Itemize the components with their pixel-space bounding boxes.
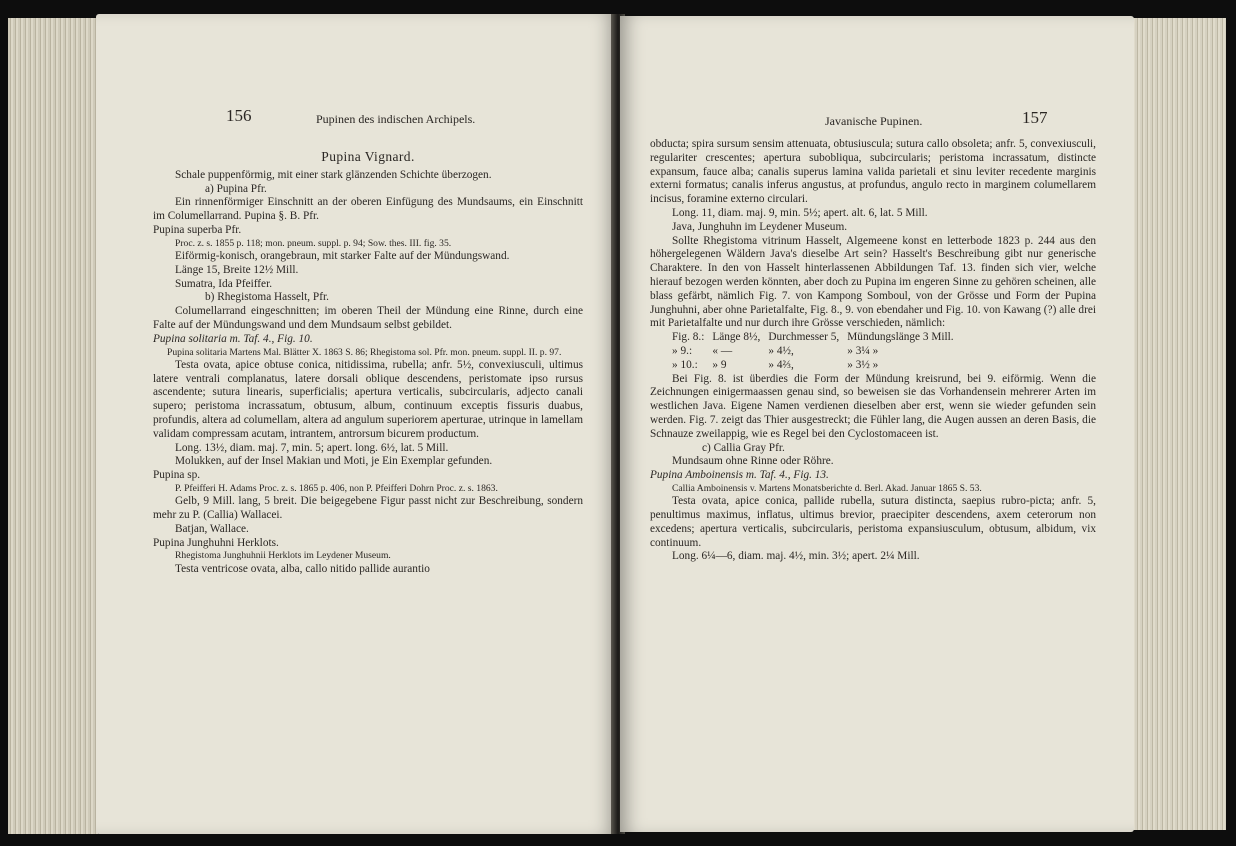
paragraph: Sollte Rhegistoma vitrinum Hasselt, Algemeene konst en letterbode 1823 p. 244 aus den höhergelegenen Wäldern Java's dieselbe Art sein? Hasselt's Beschreibung gibt nur generische Charaktere. In den von Hasselt hinterlassenen Abbildungen Taf. 13. finden sich vier, welche hierauf bezogen werden könnten, aber doch zu Pupina im engeren Sinne zu gehören scheinen, alle blass gefärbt, nämlich Fig. 7. von Kampong Somboul, von der Grösse und Form der Pupina Junghuhni, aber ohne Parietalfalte, Fig. 8., 9. von ebendaher und Fig. 10. von Kawang (?) alle drei mit Parietalfalte und nur durch ihre Grösse verschieden, nämlich:	[650, 234, 1096, 330]
locality: Molukken, auf der Insel Makian und Moti, je Ein Exemplar gefunden.	[175, 455, 493, 468]
table-cell: Durchmesser 5,	[768, 331, 840, 344]
species-heading: Pupina solitaria m. Taf. 4., Fig. 10.	[153, 332, 313, 345]
paragraph: Mundsaum ohne Rinne oder Röhre.	[672, 455, 834, 468]
paragraph: Schale puppenförmig, mit einer stark glänzenden Schichte überzogen.	[175, 168, 492, 181]
table-cell: » 9.:	[672, 344, 693, 357]
species-heading: Pupina Junghuhni Herklots.	[153, 536, 279, 549]
latin-description: Testa ovata, apice obtuse conica, nitidissima, rubella; anfr. 5½, convexiusculi, ultimus latere ventrali complanatus, latere dorsali oblique descendens, peristomate ipso rursus ascendente; sutura linearis, superficialis; apertura verticalis, subcircularis, adjecto canali supero; peristoma incrassatum, obtusum, album, continuum exceptis fissuris duabus, profundis, altera ad columellam, altera ad angulum superiorem aperturae, utrinque in lamellam validam compressam acutam, intrantem, antrorsum bicurem productum.	[153, 358, 583, 440]
table-cell: » 4½,	[768, 344, 794, 357]
paragraph: Ein rinnenförmiger Einschnitt an der oberen Einfügung des Mundsaums, ein Einschnitt im Columellarrand. Pupina §. B. Pfr.	[153, 196, 583, 223]
paragraph: Bei Fig. 8. ist überdies die Form der Mündung kreisrund, bei 9. eiförmig. Wenn die Zeichnungen einigermaassen genau sind, so beweisen sie das Vorhandensein mehrerer Arten im westlichen Java. Eigene Namen verdienen dieselben aber erst, wenn sie wieder gefunden sein werden. Fig. 7. zeigt das Thier ausgestreckt; die Fühler lang, die Augen aussen an deren Basis, die Schnauze zweilappig, wie es Regel bei den Cyclostomaceen ist.	[650, 372, 1096, 440]
latin-description: obducta; spira sursum sensim attenuata, obtusiuscula; sutura callo obsoleta; anfr. 5, convexiusculi, regulariter crescentes; apertura subobliqua, subcircularis; peristoma incrassatum, distincte expansum, fauce alba; canalis superus lamina valida parietali et sinu leviter recedente marginis externi formatus; canalis inferus angustus, at profundus, angulo recto in marginem columellarem incisus, foramine externo circulari.	[650, 138, 1096, 206]
measurement: Länge 15, Breite 12½ Mill.	[175, 263, 299, 276]
reference: Proc. z. s. 1855 p. 118; mon. pneum. suppl. p. 94; Sow. thes. III. fig. 35.	[175, 237, 452, 249]
species-heading: Pupina superba Pfr.	[153, 223, 242, 236]
running-head: Javanische Pupinen.	[825, 114, 923, 128]
table-cell: » 3½ »	[847, 358, 879, 371]
paragraph: Gelb, 9 Mill. lang, 5 breit. Die beigegebene Figur passt nicht zur Beschreibung, sondern mehr zu P. (Callia) Wallacei.	[153, 495, 583, 521]
locality: Batjan, Wallace.	[175, 522, 249, 535]
table-cell: Mündungslänge 3 Mill.	[847, 331, 954, 344]
running-head: Pupinen des indischen Archipels.	[316, 112, 476, 126]
locality: Sumatra, Ida Pfeiffer.	[175, 277, 273, 290]
reference: P. Pfeifferi H. Adams Proc. z. s. 1865 p. 406, non P. Pfeifferi Dohrn Proc. z. s. 1863.	[175, 482, 498, 494]
measurements-table	[672, 331, 962, 372]
latin-description: Testa ventricose ovata, alba, callo nitido pallide aurantio	[175, 562, 430, 575]
text-column	[153, 142, 583, 576]
table-cell: » 10.:	[672, 358, 698, 371]
table-cell: » 3¼ »	[847, 344, 879, 357]
measurement: Long. 11, diam. maj. 9, min. 5½; apert. alt. 6, lat. 5 Mill.	[672, 206, 928, 219]
table-row	[672, 359, 962, 373]
table-cell: « —	[712, 344, 733, 357]
reference: Rhegistoma Junghuhnii Herklots im Leydener Museum.	[175, 550, 391, 562]
text-column	[650, 138, 1096, 564]
page-number: 157	[1022, 108, 1048, 127]
subsection-heading: b) Rhegistoma Hasselt, Pfr.	[205, 291, 329, 304]
table-cell: » 4⅔,	[768, 358, 794, 371]
section-title: Pupina Vignard.	[321, 149, 415, 164]
reference: Callia Amboinensis v. Martens Monatsberichte d. Berl. Akad. Januar 1865 S. 53.	[672, 482, 982, 494]
book-edge-right	[1130, 18, 1226, 830]
species-heading: Pupina Amboinensis m. Taf. 4., Fig. 13.	[650, 469, 829, 482]
table-row	[672, 331, 962, 345]
latin-description: Testa ovata, apice conica, pallide rubella, sutura distincta, saepius rubro-picta; anfr. 5, penultimus maximus, inflatus, ultimus brevior, praecipiter descendens, axem ceterorum non excedens; apertura verticalis, subcircularis, peristoma expansiusculum, obtusum, albidum, vix continuum.	[650, 495, 1096, 549]
book-edge-left	[8, 18, 98, 834]
right-page	[620, 16, 1134, 832]
species-heading: Pupina sp.	[153, 469, 201, 482]
table-cell: Fig. 8.:	[672, 331, 705, 344]
table-cell: » 9	[712, 358, 727, 371]
measurement: Long. 13½, diam. maj. 7, min. 5; apert. long. 6½, lat. 5 Mill.	[175, 441, 449, 454]
measurement: Long. 6¼—6, diam. maj. 4½, min. 3½; apert. 2¼ Mill.	[672, 550, 920, 563]
subsection-heading: a) Pupina Pfr.	[205, 182, 267, 195]
subsection-heading: c) Callia Gray Pfr.	[702, 441, 785, 454]
paragraph: Eiförmig-konisch, orangebraun, mit starker Falte auf der Mündungswand.	[175, 249, 510, 262]
reference: Pupina solitaria Martens Mal. Blätter X. 1863 S. 86; Rhegistoma sol. Pfr. mon. pneum. suppl. II. p. 97.	[167, 346, 562, 358]
paragraph: Columellarrand eingeschnitten; im oberen Theil der Mündung eine Rinne, durch eine Falte auf der Mündungswand und dem Mundsaum selbst gebildet.	[153, 305, 583, 331]
left-page	[96, 14, 616, 834]
table-cell: Länge 8½,	[712, 331, 761, 344]
page-number: 156	[226, 106, 252, 125]
locality: Java, Junghuhn im Leydener Museum.	[672, 220, 848, 233]
table-row	[672, 345, 962, 359]
